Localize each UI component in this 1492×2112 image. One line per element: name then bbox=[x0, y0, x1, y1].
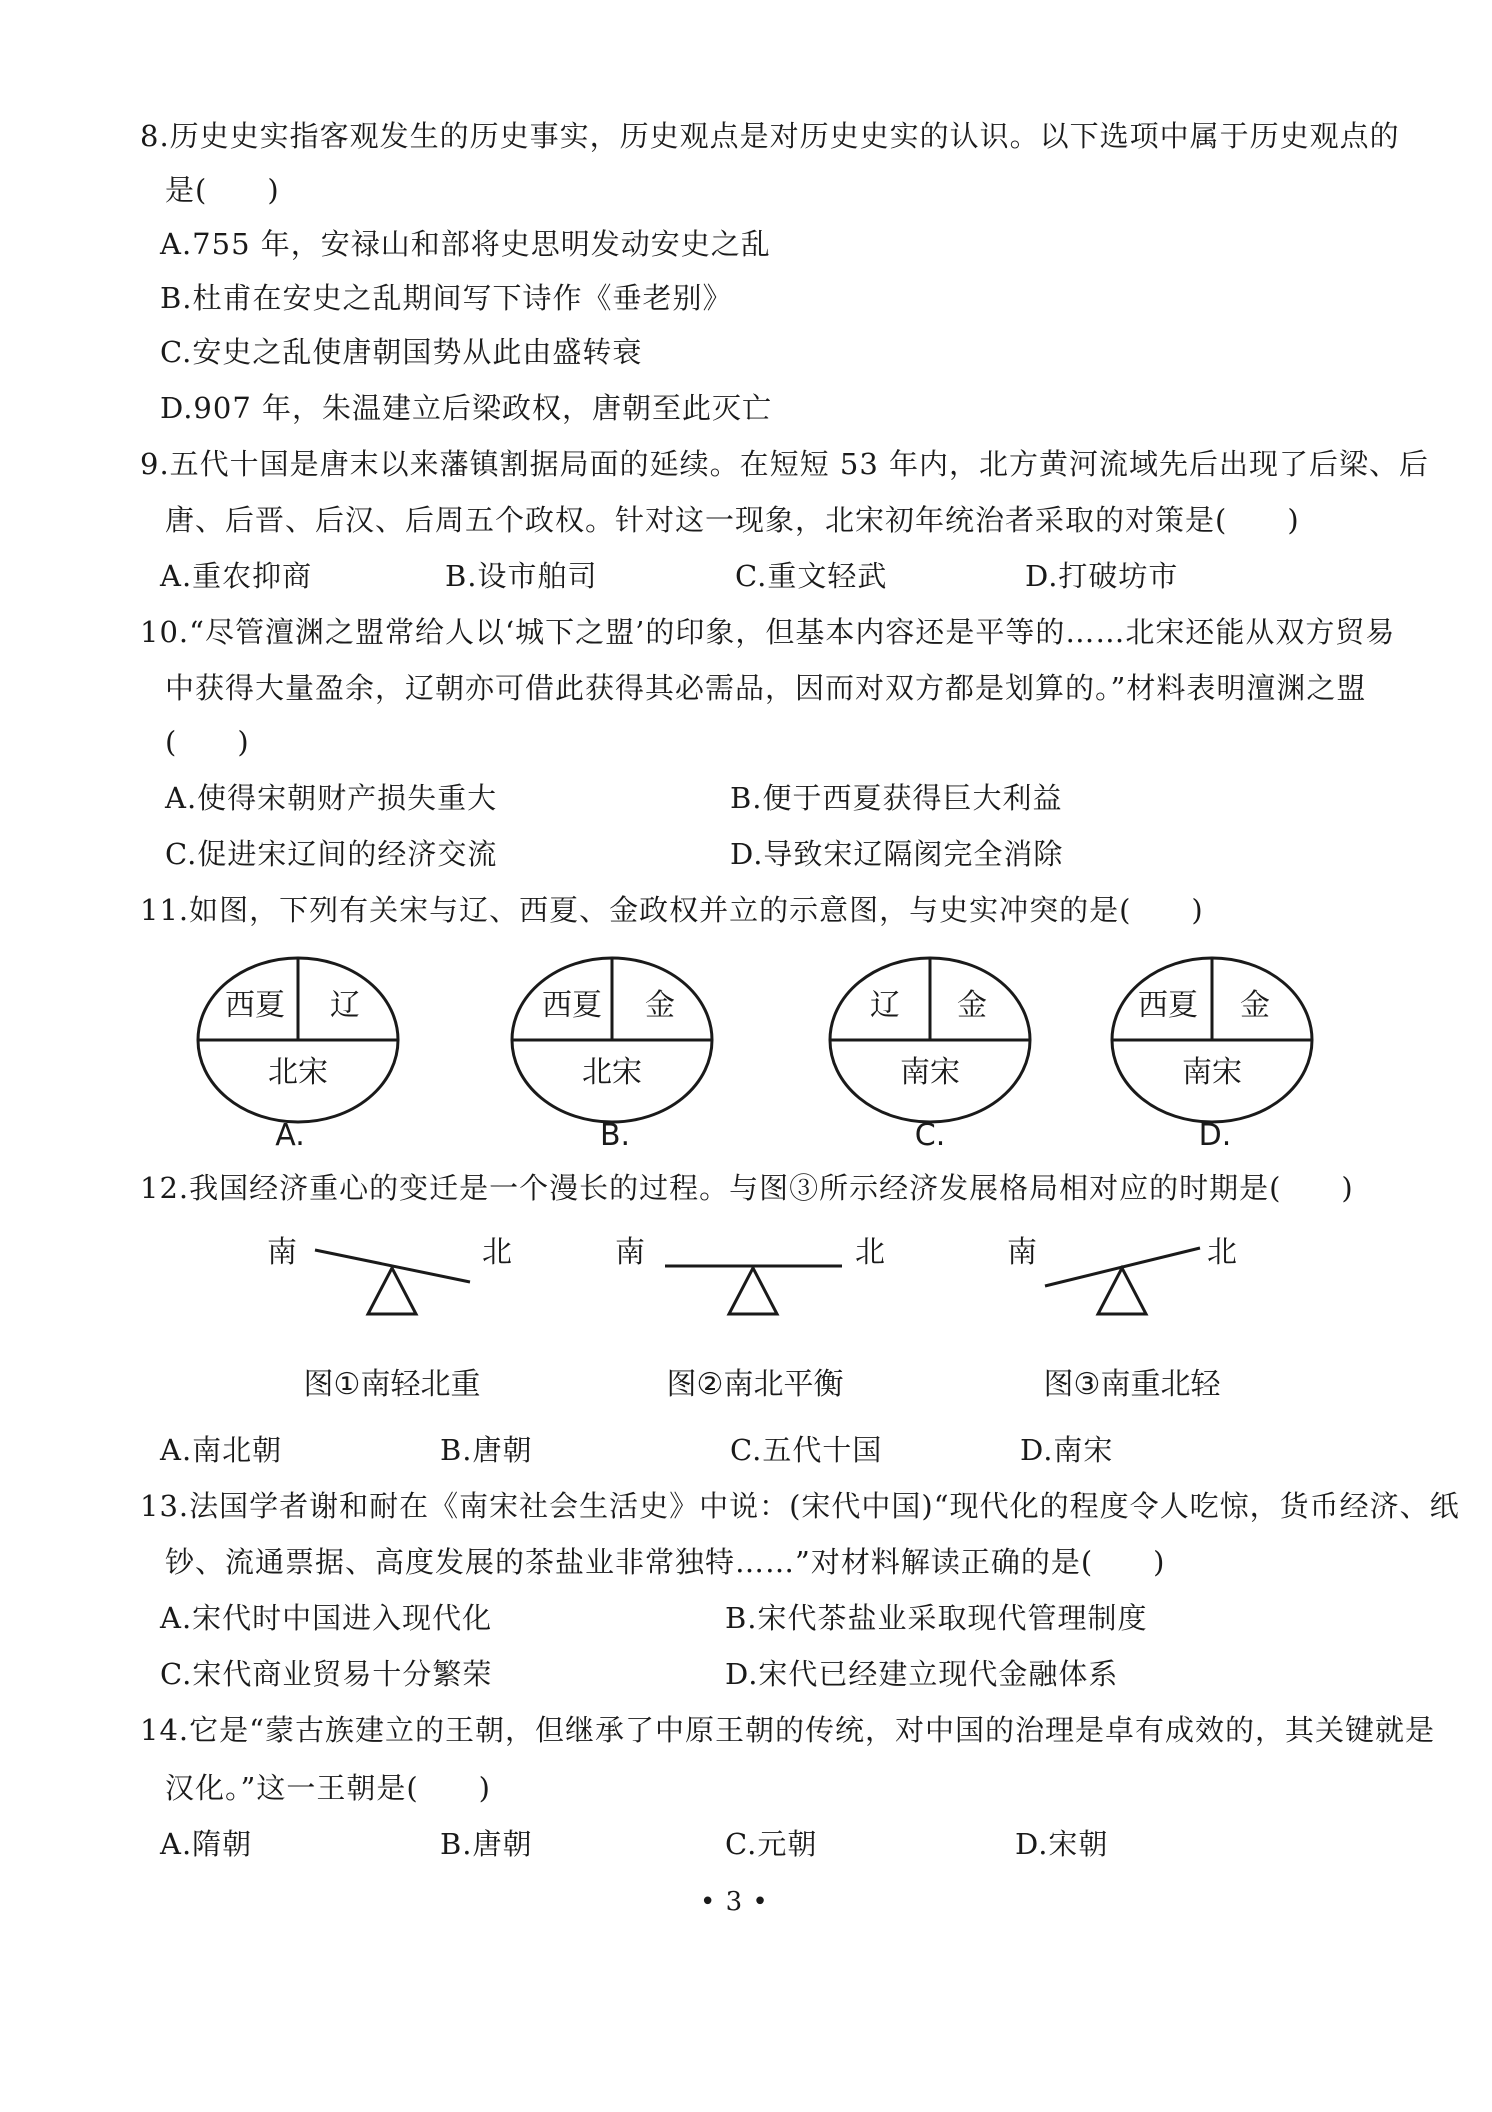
q14-option-d: D.宋朝 bbox=[1015, 1827, 1109, 1861]
q11-d-bottom: 南宋 bbox=[1182, 1055, 1242, 1090]
q11-d-top-right: 金 bbox=[1240, 988, 1270, 1023]
q8-option-d: D.907 年，朱温建立后梁政权，唐朝至此灭亡 bbox=[160, 391, 773, 425]
q11-b-bottom: 北宋 bbox=[582, 1055, 642, 1090]
q8-option-c: C.安史之乱使唐朝国势从此由盛转衰 bbox=[160, 335, 643, 369]
q13-option-d: D.宋代已经建立现代金融体系 bbox=[725, 1657, 1119, 1691]
q13-option-c: C.宋代商业贸易十分繁荣 bbox=[160, 1657, 493, 1691]
q12-stem-line1: 12.我国经济重心的变迁是一个漫长的过程。与图③所示经济发展格局相对应的时期是( ) bbox=[140, 1171, 1354, 1205]
q11-a-top-left: 西夏 bbox=[225, 988, 285, 1023]
q10-option-a: A.使得宋朝财产损失重大 bbox=[165, 781, 498, 815]
q9-option-b: B.设市舶司 bbox=[445, 559, 598, 593]
q11-stem-line1: 11.如图，下列有关宋与辽、西夏、金政权并立的示意图，与史实冲突的是( ) bbox=[140, 893, 1204, 927]
q11-a-top-right: 辽 bbox=[330, 988, 360, 1023]
page-number: • 3 • bbox=[700, 1887, 769, 1917]
q11-c-top-left: 辽 bbox=[870, 988, 900, 1023]
q12-scale3-left: 南 bbox=[1007, 1235, 1037, 1270]
q12-caption-1: 图①南轻北重 bbox=[303, 1367, 481, 1402]
q12-scale-3 bbox=[1007, 1235, 1237, 1402]
q12-scale2-left: 南 bbox=[615, 1235, 645, 1270]
q12-option-c: C.五代十国 bbox=[730, 1433, 883, 1467]
q13-stem-line1: 13.法国学者谢和耐在《南宋社会生活史》中说：(宋代中国)“现代化的程度令人吃惊，货币经济、纸 bbox=[140, 1489, 1460, 1523]
q12-caption-3: 图③南重北轻 bbox=[1043, 1367, 1221, 1402]
q13-option-a: A.宋代时中国进入现代化 bbox=[160, 1601, 493, 1635]
q12-scale1-right: 北 bbox=[482, 1235, 512, 1270]
q8-stem-line2: 是( ) bbox=[165, 173, 280, 207]
q11-diagram-b bbox=[512, 958, 712, 1153]
q12-scale-1 bbox=[267, 1235, 512, 1402]
q10-stem-line3: ( ) bbox=[165, 725, 250, 759]
q14-option-c: C.元朝 bbox=[725, 1827, 818, 1861]
q11-c-top-right: 金 bbox=[957, 988, 987, 1023]
q10-stem-line2: 中获得大量盈余，辽朝亦可借此获得其必需品，因而对双方都是划算的。”材料表明澶渊之盟 bbox=[165, 671, 1367, 705]
q12-option-d: D.南宋 bbox=[1020, 1433, 1114, 1467]
q8-option-b: B.杜甫在安史之乱期间写下诗作《垂老别》 bbox=[160, 281, 733, 315]
q11-c-letter: C. bbox=[914, 1118, 946, 1153]
q13-stem-line2: 钞、流通票据、高度发展的茶盐业非常独特……”对材料解读正确的是( ) bbox=[165, 1545, 1166, 1579]
q14-stem-line2: 汉化。”这一王朝是( ) bbox=[165, 1771, 491, 1805]
q14-option-b: B.唐朝 bbox=[440, 1827, 533, 1861]
q10-stem-line1: 10.“尽管澶渊之盟常给人以‘城下之盟’的印象，但基本内容还是平等的……北宋还能从双方贸易 bbox=[140, 615, 1396, 649]
q9-option-c: C.重文轻武 bbox=[735, 559, 888, 593]
q9-stem-line2: 唐、后晋、后汉、后周五个政权。针对这一现象，北宋初年统治者采取的对策是( ) bbox=[165, 503, 1300, 537]
q10-option-c: C.促进宋辽间的经济交流 bbox=[165, 837, 498, 871]
q14-option-a: A.隋朝 bbox=[160, 1827, 253, 1861]
q11-b-top-right: 金 bbox=[645, 988, 675, 1023]
q13-option-b: B.宋代茶盐业采取现代管理制度 bbox=[725, 1601, 1148, 1635]
q12-scale-2 bbox=[615, 1235, 885, 1402]
q10-option-b: B.便于西夏获得巨大利益 bbox=[730, 781, 1063, 815]
q9-stem-line1: 9.五代十国是唐末以来藩镇割据局面的延续。在短短 53 年内，北方黄河流域先后出现了后梁、后 bbox=[140, 447, 1430, 481]
q11-d-letter: D. bbox=[1198, 1118, 1232, 1153]
q11-d-top-left: 西夏 bbox=[1138, 988, 1198, 1023]
q11-b-top-left: 西夏 bbox=[542, 988, 602, 1023]
q12-scale2-right: 北 bbox=[855, 1235, 885, 1270]
q9-option-a: A.重农抑商 bbox=[160, 559, 313, 593]
q12-caption-2: 图②南北平衡 bbox=[666, 1367, 844, 1402]
q11-b-letter: B. bbox=[599, 1118, 631, 1153]
q11-c-bottom: 南宋 bbox=[900, 1055, 960, 1090]
q10-option-d: D.导致宋辽隔阂完全消除 bbox=[730, 837, 1064, 871]
q9-option-d: D.打破坊市 bbox=[1025, 559, 1179, 593]
q14-stem-line1: 14.它是“蒙古族建立的王朝，但继承了中原王朝的传统，对中国的治理是卓有成效的，其关键就是 bbox=[140, 1713, 1435, 1747]
q8-stem-line1: 8.历史史实指客观发生的历史事实，历史观点是对历史史实的认识。以下选项中属于历史观点的 bbox=[140, 119, 1400, 153]
q12-option-a: A.南北朝 bbox=[160, 1433, 283, 1467]
q12-scale3-right: 北 bbox=[1207, 1235, 1237, 1270]
q12-option-b: B.唐朝 bbox=[440, 1433, 533, 1467]
q11-a-letter: A. bbox=[275, 1118, 305, 1153]
q8-option-a: A.755 年，安禄山和部将史思明发动安史之乱 bbox=[160, 227, 771, 261]
q11-diagram-d bbox=[1112, 958, 1312, 1153]
q11-diagram-c bbox=[830, 958, 1030, 1153]
q11-a-bottom: 北宋 bbox=[268, 1055, 328, 1090]
q11-diagram-a bbox=[198, 958, 398, 1153]
q12-scale1-left: 南 bbox=[267, 1235, 297, 1270]
